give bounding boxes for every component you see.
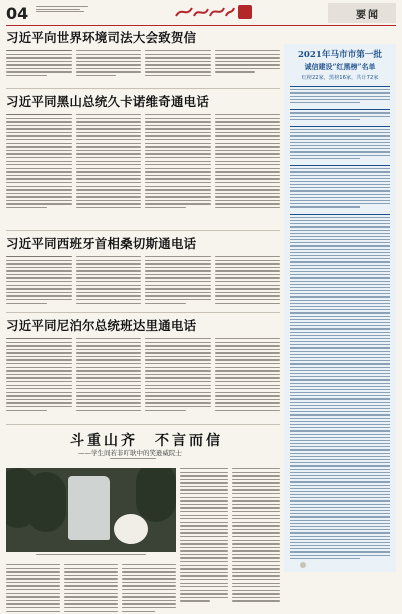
story-body [6,338,280,413]
news-story [6,314,280,425]
sidebar-title-2: 诚信建设“红黑榜”名单 [304,62,376,71]
news-story [6,26,280,89]
section-label: 要闻 [356,10,380,21]
watermark [300,560,360,570]
feature-photo [6,468,176,552]
issue-meta [36,6,96,14]
story-headline: 习近平同黑山总统久卡诺维奇通电话 [6,94,210,109]
story-headline: 习近平同西班牙首相桑切斯通电话 [6,236,197,251]
logo-seal-icon [238,5,252,19]
newspaper-logo [174,4,236,23]
logo-calligraphy-icon [174,4,236,20]
feature-body [180,468,280,604]
flower-wreath [114,514,148,544]
sidebar-title: 2021年马市市第一批 [297,50,383,60]
sidebar-credit-list [284,44,396,572]
masthead [6,3,396,26]
feature-body [6,564,176,614]
news-story [6,232,280,313]
story-body [6,50,280,79]
story-body [6,114,280,211]
page-number: 04 [6,4,29,23]
feature-title: 斗重山齐 不言而信 [70,433,223,449]
watermark-icon [300,562,306,568]
sidebar-list [290,86,390,561]
sidebar-subtitle: 红榜22家，黑榜16家，共计72家 [301,75,379,81]
memorial-stone [68,476,110,540]
news-story [6,90,280,231]
story-body [6,256,280,306]
photo-caption [6,554,176,555]
story-headline: 习近平向世界环境司法大会致贺信 [6,30,197,45]
story-headline: 习近平同尼泊尔总统班达里通电话 [6,318,197,333]
feature-subtitle: ——学生间若非吖耿中的笑逊威院士 [78,449,182,457]
feature-byline [110,458,156,459]
